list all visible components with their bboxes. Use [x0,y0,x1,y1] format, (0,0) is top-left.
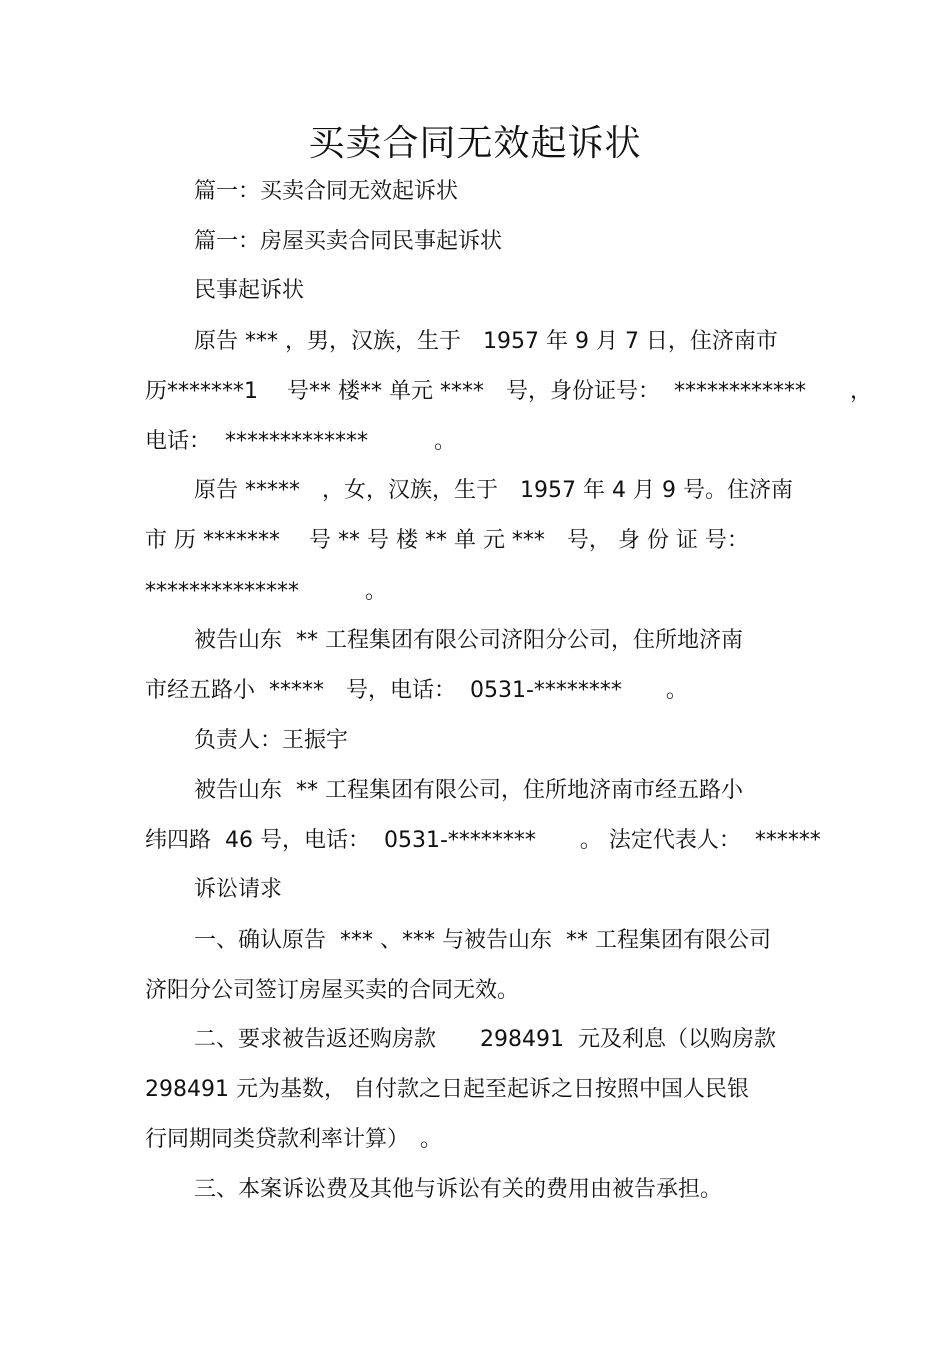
text-line-7: 原告 ***** ，女，汉族，生于 1957 年 4 月 9 号。住济南 [194,478,793,503]
text-line-4: 原告 *** ，男，汉族，生于 1957 年 9 月 7 日，住济南市 [194,329,778,354]
text-line-12: 负责人：王振宇 [194,728,349,753]
text-line-13: 被告山东 ** 工程集团有限公司，住所地济南市经五路小 [194,778,743,803]
text-line-18: 二、要求被告返还购房款 298491 元及利息（以购房款 [194,1027,776,1052]
text-line-5: 历*******1 号** 楼** 单元 **** 号，身份证号： ************ ， [145,379,872,404]
text-line-16: 一、确认原告 *** 、*** 与被告山东 ** 工程集团有限公司 [194,928,771,953]
document-title: 买卖合同无效起诉状 [308,123,642,164]
text-line-2: 篇一：房屋买卖合同民事起诉状 [194,229,503,254]
text-line-14: 纬四路 46 号，电话： 0531-******** 。 法定代表人： ****** [145,828,821,853]
text-line-9: ************** 。 [145,579,388,604]
text-line-17: 济阳分公司签订房屋买卖的合同无效。 [145,978,520,1003]
text-line-6: 电话： ************* 。 [145,429,456,454]
text-line-1: 篇一：买卖合同无效起诉状 [194,179,459,204]
text-line-10: 被告山东 ** 工程集团有限公司济阳分公司，住所地济南 [194,628,743,653]
text-line-19: 298491 元为基数， 自付款之日起至起诉之日按照中国人民银 [145,1077,749,1102]
text-line-15: 诉讼请求 [194,877,283,902]
text-line-20: 行同期同类贷款利率计算） 。 [145,1127,443,1152]
text-line-8: 市 历 ******* 号 ** 号 楼 ** 单 元 *** 号， 身 份 证 号： [145,528,749,553]
text-line-11: 市经五路小 ***** 号，电话： 0531-******** 。 [145,678,688,703]
text-line-3: 民事起诉状 [194,278,305,303]
text-line-21: 三、本案诉讼费及其他与诉讼有关的费用由被告承担。 [194,1177,723,1202]
